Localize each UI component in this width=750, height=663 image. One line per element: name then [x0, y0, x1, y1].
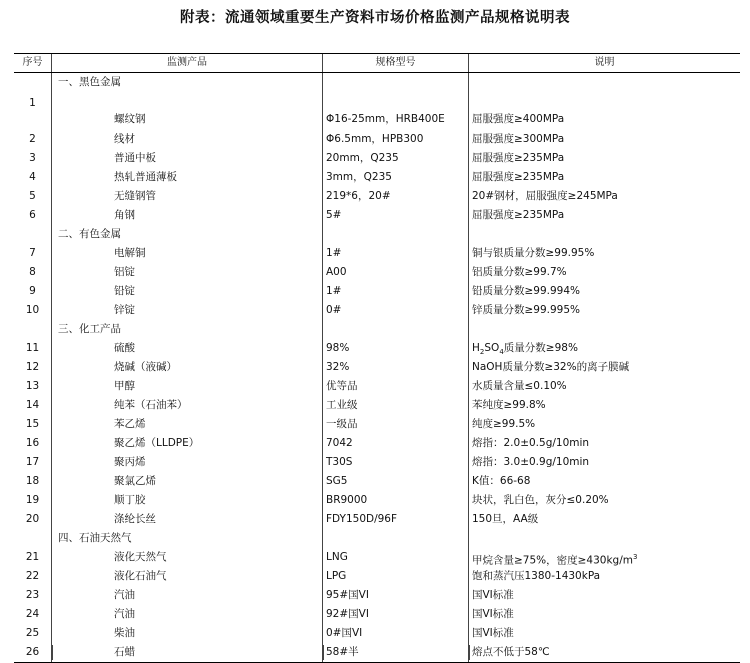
product-cell: 铅锭	[52, 282, 323, 301]
desc-cell: 屈服强度≥300MPa	[472, 133, 565, 145]
spec-cell: 0#国VI	[323, 624, 469, 643]
seq-cell: 6	[14, 206, 52, 225]
seq-cell: 18	[14, 472, 52, 491]
product-cell: 纯苯（石油苯）	[52, 396, 323, 415]
seq-cell: 23	[14, 586, 52, 605]
table-row	[14, 149, 740, 168]
desc-cell: 饱和蒸汽压1380-1430kPa	[472, 570, 601, 582]
spec-cell	[323, 225, 469, 244]
desc-cell: 屈服强度≥235MPa	[472, 152, 565, 164]
desc-cell: 屈服强度≥400MPa	[472, 113, 565, 125]
desc-part: 3	[633, 553, 638, 561]
header-desc: 说明	[594, 57, 615, 68]
desc-cell: 熔指：3.0±0.9g/10min	[472, 456, 590, 468]
table-row	[14, 453, 740, 472]
spec-cell: 3mm，Q235	[323, 168, 469, 187]
desc-part: 甲烷含量≥75%，密度≥430kg/m	[472, 554, 633, 567]
spec-cell: A00	[323, 263, 469, 282]
table-row	[14, 624, 740, 643]
product-cell: 铝锭	[52, 263, 323, 282]
desc-cell	[469, 73, 740, 92]
spec-cell: SG5	[323, 472, 469, 491]
header-spec: 规格型号	[323, 54, 469, 72]
table-row	[14, 396, 740, 415]
header-product: 监测产品	[52, 54, 323, 72]
product-cell: 液化石油气	[52, 567, 323, 586]
product-cell: 汽油	[52, 605, 323, 624]
product-cell: 液化天然气	[52, 548, 323, 567]
spec-cell: 98%	[323, 339, 469, 358]
table-row	[14, 263, 740, 282]
category-row	[14, 225, 740, 244]
product-cell: 普通中板	[52, 149, 323, 168]
table-row	[14, 92, 740, 130]
product-cell: 锌锭	[52, 301, 323, 320]
product-cell: 聚氯乙烯	[52, 472, 323, 491]
spec-cell: 32%	[323, 358, 469, 377]
seq-cell: 7	[14, 244, 52, 263]
seq-cell: 3	[14, 149, 52, 168]
spec-cell: Φ16-25mm，HRB400E	[323, 92, 469, 130]
seq-cell: 10	[14, 301, 52, 320]
desc-cell: 国VI标准	[472, 589, 514, 601]
desc-cell: 屈服强度≥235MPa	[472, 209, 565, 221]
desc-cell: 熔指：2.0±0.5g/10min	[472, 437, 590, 449]
spec-cell: BR9000	[323, 491, 469, 510]
spec-table	[14, 53, 740, 663]
seq-cell: 17	[14, 453, 52, 472]
desc-part: 质量分数≥98%	[503, 342, 578, 354]
desc-cell: 国VI标准	[472, 608, 514, 620]
desc-cell: 块状，乳白色，灰分≤0.20%	[472, 494, 609, 506]
seq-cell: 20	[14, 510, 52, 529]
spec-cell: 58#半	[323, 643, 469, 662]
table-row	[14, 567, 740, 586]
seq-cell	[14, 529, 52, 548]
desc-cell: K值：66-68	[472, 475, 531, 487]
table-row	[14, 339, 740, 358]
spec-cell: 7042	[323, 434, 469, 453]
category-cell: 二、有色金属	[52, 225, 323, 244]
product-cell: 角钢	[52, 206, 323, 225]
spec-cell: 219*6，20#	[323, 187, 469, 206]
desc-cell: 纯度≥99.5%	[472, 418, 536, 430]
product-cell: 无缝钢管	[52, 187, 323, 206]
spec-cell: Φ6.5mm，HPB300	[323, 130, 469, 149]
desc-part: SO	[484, 342, 500, 354]
desc-cell: 屈服强度≥235MPa	[472, 171, 565, 183]
page-title: 附表：流通领域重要生产资料市场价格监测产品规格说明表	[180, 9, 570, 26]
seq-cell	[14, 320, 52, 339]
product-cell: 汽油	[52, 586, 323, 605]
table-row	[14, 187, 740, 206]
desc-cell	[469, 320, 740, 339]
category-row	[14, 320, 740, 339]
desc-cell: 锌质量分数≥99.995%	[472, 304, 581, 316]
desc-part: 4	[499, 348, 504, 357]
desc-cell	[469, 548, 740, 567]
product-cell: 柴油	[52, 624, 323, 643]
seq-cell: 25	[14, 624, 52, 643]
spec-cell	[323, 320, 469, 339]
table-row	[14, 510, 740, 529]
desc-cell: 水质量含量≤0.10%	[472, 380, 567, 392]
spec-cell: 1#	[323, 244, 469, 263]
table-row	[14, 434, 740, 453]
table-row	[14, 168, 740, 187]
table-row	[14, 491, 740, 510]
spec-cell	[323, 73, 469, 92]
spec-cell: 5#	[323, 206, 469, 225]
spec-cell: FDY150D/96F	[323, 510, 469, 529]
category-cell: 三、化工产品	[52, 320, 323, 339]
table-row	[14, 415, 740, 434]
table-row	[14, 548, 740, 567]
product-cell: 涤纶长丝	[52, 510, 323, 529]
table-row	[14, 244, 740, 263]
seq-cell: 11	[14, 339, 52, 358]
table-row	[14, 130, 740, 149]
spec-cell: 一级品	[323, 415, 469, 434]
seq-cell	[14, 225, 52, 244]
desc-cell	[469, 225, 740, 244]
spec-cell: 1#	[323, 282, 469, 301]
spec-cell: T30S	[323, 453, 469, 472]
spec-cell: LNG	[323, 548, 469, 567]
table-row	[14, 301, 740, 320]
seq-cell: 8	[14, 263, 52, 282]
product-cell: 苯乙烯	[52, 415, 323, 434]
desc-cell	[469, 529, 740, 548]
spec-cell: 95#国VI	[323, 586, 469, 605]
desc-cell: 20#钢材，屈服强度≥245MPa	[472, 190, 618, 202]
spec-cell	[323, 529, 469, 548]
table-row	[14, 605, 740, 624]
desc-cell: 铅质量分数≥99.994%	[472, 285, 581, 297]
spec-cell: 优等品	[323, 377, 469, 396]
spec-cell: 0#	[323, 301, 469, 320]
table-row	[14, 206, 740, 225]
seq-cell: 16	[14, 434, 52, 453]
product-cell: 电解铜	[52, 244, 323, 263]
product-cell: 石蜡	[52, 643, 323, 662]
category-cell: 四、石油天然气	[52, 529, 323, 548]
desc-cell: 苯纯度≥99.8%	[472, 399, 546, 411]
seq-cell: 19	[14, 491, 52, 510]
table-row	[14, 358, 740, 377]
category-row	[14, 529, 740, 548]
seq-cell: 14	[14, 396, 52, 415]
seq-cell: 9	[14, 282, 52, 301]
desc-cell: NaOH质量分数≥32%的离子膜碱	[472, 361, 630, 373]
table-row	[14, 377, 740, 396]
seq-cell: 15	[14, 415, 52, 434]
spec-cell: 工业级	[323, 396, 469, 415]
spec-cell: 92#国VI	[323, 605, 469, 624]
spec-cell: 20mm，Q235	[323, 149, 469, 168]
desc-cell: 熔点不低于58℃	[472, 646, 550, 658]
product-cell: 甲醇	[52, 377, 323, 396]
product-cell: 线材	[52, 130, 323, 149]
seq-cell: 4	[14, 168, 52, 187]
seq-cell: 2	[14, 130, 52, 149]
product-cell: 热轧普通薄板	[52, 168, 323, 187]
seq-cell: 5	[14, 187, 52, 206]
table-header-row	[14, 54, 740, 73]
seq-cell: 22	[14, 567, 52, 586]
desc-part: H	[472, 342, 480, 354]
product-cell: 烧碱（液碱）	[52, 358, 323, 377]
product-cell: 聚乙烯（LLDPE）	[52, 434, 323, 453]
product-cell: 螺纹钢	[52, 92, 323, 130]
category-cell: 一、黑色金属	[52, 73, 323, 92]
seq-cell: 24	[14, 605, 52, 624]
seq-cell: 21	[14, 548, 52, 567]
table-body	[14, 73, 740, 662]
table-row	[14, 586, 740, 605]
spec-cell: LPG	[323, 567, 469, 586]
seq-cell: 13	[14, 377, 52, 396]
header-seq: 序号	[14, 54, 52, 72]
table-row	[14, 282, 740, 301]
product-cell: 硫酸	[52, 339, 323, 358]
desc-part: 2	[479, 348, 485, 357]
seq-cell	[14, 73, 52, 92]
seq-cell: 12	[14, 358, 52, 377]
desc-cell	[469, 339, 740, 358]
seq-cell: 1	[14, 92, 52, 130]
table-row	[14, 472, 740, 491]
seq-cell: 26	[14, 643, 52, 662]
product-cell: 聚丙烯	[52, 453, 323, 472]
desc-cell: 150旦，AA级	[472, 513, 539, 525]
desc-cell: 铝质量分数≥99.7%	[472, 266, 567, 278]
desc-cell: 国VI标准	[472, 627, 514, 639]
product-cell: 顺丁胶	[52, 491, 323, 510]
desc-cell: 铜与银质量分数≥99.95%	[472, 247, 595, 259]
table-tail	[14, 645, 740, 660]
category-row	[14, 73, 740, 92]
